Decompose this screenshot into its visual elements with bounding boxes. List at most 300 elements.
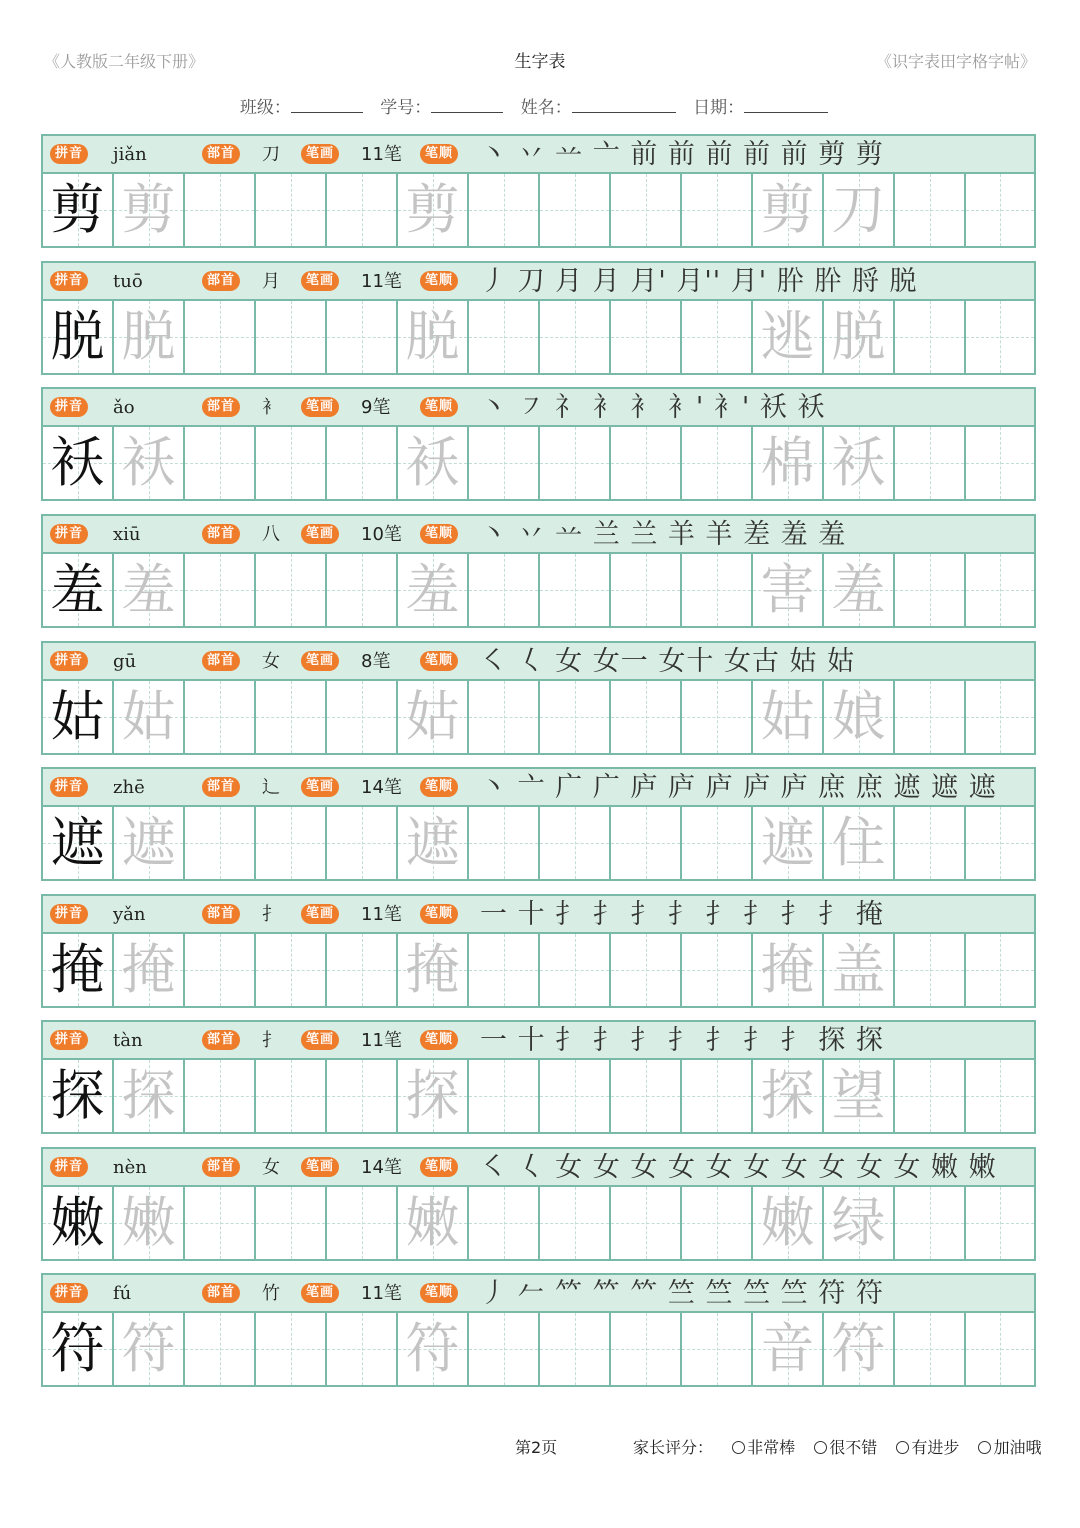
writing-cell[interactable] (540, 174, 611, 246)
radical-badge: 部首 (202, 777, 240, 797)
pinyin-value: xiū (113, 524, 141, 545)
character-block (41, 894, 1036, 1008)
writing-cell[interactable] (185, 174, 256, 246)
strokes-badge: 笔画 (301, 651, 339, 671)
writing-cell[interactable] (824, 807, 895, 879)
trace-character: 姑 (405, 685, 460, 748)
trace-character: 嫩 (405, 1191, 460, 1254)
model-character: 脱 (50, 305, 105, 368)
trace-character: 符 (121, 1317, 176, 1380)
writing-cell[interactable] (966, 301, 1034, 373)
writing-cell[interactable] (753, 934, 824, 1006)
stroke-count-value: 14笔 (361, 777, 402, 798)
writing-cell[interactable] (43, 807, 114, 879)
radical-value: 八 (262, 524, 280, 545)
writing-cell[interactable] (114, 934, 185, 1006)
writing-cell[interactable] (327, 1313, 398, 1385)
writing-cell[interactable] (753, 1060, 824, 1132)
writing-cell[interactable] (611, 301, 682, 373)
student-info-line (0, 94, 1080, 121)
radio-circle-icon (732, 1441, 745, 1454)
radical-badge: 部首 (202, 651, 240, 671)
strokes-badge: 笔画 (301, 1283, 339, 1303)
model-character: 遮 (50, 811, 105, 874)
trace-character: 探 (121, 1064, 176, 1127)
pinyin-value: jiǎn (113, 144, 147, 165)
strokes-badge: 笔画 (301, 397, 339, 417)
trace-character: 掩 (121, 938, 176, 1001)
writing-cell[interactable] (966, 174, 1034, 246)
writing-cell[interactable] (256, 807, 327, 879)
stroke-order-badge: 笔顺 (420, 651, 458, 671)
writing-cell[interactable] (611, 681, 682, 753)
pinyin-badge: 拼音 (50, 651, 88, 671)
writing-cell[interactable] (824, 1313, 895, 1385)
radical-badge: 部首 (202, 1283, 240, 1303)
eval-option-3[interactable]: 有进步 (896, 1438, 959, 1457)
writing-cell[interactable] (256, 1060, 327, 1132)
pinyin-badge: 拼音 (50, 144, 88, 164)
writing-cell[interactable] (398, 681, 469, 753)
trace-character: 掩 (405, 938, 460, 1001)
pinyin-value: tuō (113, 271, 143, 292)
pinyin-badge: 拼音 (50, 1030, 88, 1050)
stroke-order-badge: 笔顺 (420, 1157, 458, 1177)
trace-character: 遮 (760, 811, 815, 874)
book-title: 《人教版二年级下册》 (44, 52, 205, 71)
writing-cell[interactable] (682, 807, 753, 879)
model-character: 剪 (50, 178, 105, 241)
writing-cell[interactable] (398, 807, 469, 879)
writing-cell[interactable] (185, 301, 256, 373)
pinyin-value: ǎo (113, 397, 135, 418)
trace-character: 羞 (121, 558, 176, 621)
trace-character: 符 (405, 1317, 460, 1380)
writing-cell[interactable] (611, 554, 682, 626)
writing-cell[interactable] (185, 807, 256, 879)
stroke-count-value: 11笔 (361, 144, 402, 165)
trace-character: 羞 (831, 558, 886, 621)
writing-cell[interactable] (114, 1313, 185, 1385)
writing-cell[interactable] (469, 554, 540, 626)
writing-cell[interactable] (753, 807, 824, 879)
stroke-order-badge: 笔顺 (420, 524, 458, 544)
writing-cell[interactable] (611, 934, 682, 1006)
writing-cell[interactable] (682, 174, 753, 246)
pinyin-badge: 拼音 (50, 397, 88, 417)
writing-cell[interactable] (966, 554, 1034, 626)
writing-cell[interactable] (895, 807, 966, 879)
character-block (41, 387, 1036, 501)
character-block (41, 767, 1036, 881)
pinyin-value: gū (113, 651, 137, 672)
writing-cell[interactable] (966, 681, 1034, 753)
trace-character: 棉 (760, 431, 815, 494)
model-character: 探 (50, 1064, 105, 1127)
strokes-badge: 笔画 (301, 1157, 339, 1177)
writing-cell[interactable] (185, 554, 256, 626)
writing-cell[interactable] (966, 934, 1034, 1006)
writing-cell[interactable] (256, 1313, 327, 1385)
radical-badge: 部首 (202, 524, 240, 544)
writing-cell[interactable] (682, 1313, 753, 1385)
writing-cell[interactable] (398, 554, 469, 626)
radical-value: 衤 (262, 397, 280, 418)
writing-cell[interactable] (469, 427, 540, 499)
writing-cell[interactable] (753, 174, 824, 246)
stroke-order-sequence: 丶 丷 䒑 亠 前 前 前 前 前 剪 剪 (480, 139, 884, 170)
writing-cell[interactable] (753, 1313, 824, 1385)
trace-character: 剪 (760, 178, 815, 241)
writing-cell[interactable] (185, 934, 256, 1006)
stroke-order-badge: 笔顺 (420, 777, 458, 797)
character-info-bar (43, 896, 1034, 934)
writing-cell[interactable] (114, 554, 185, 626)
writing-cell[interactable] (469, 174, 540, 246)
strokes-badge: 笔画 (301, 1030, 339, 1050)
stroke-order-sequence: 一 十 扌 扌 扌 扌 扌 扌 扌 扌 掩 (480, 899, 884, 930)
stroke-count-value: 8笔 (361, 651, 391, 672)
character-info-bar (43, 643, 1034, 681)
class-label: 班级： (239, 98, 291, 118)
writing-cell[interactable] (753, 1187, 824, 1259)
writing-cell[interactable] (327, 1060, 398, 1132)
name-field[interactable] (572, 94, 676, 113)
pinyin-value: zhē (113, 777, 145, 798)
strokes-badge: 笔画 (301, 271, 339, 291)
trace-character: 探 (405, 1064, 460, 1127)
writing-cell[interactable] (43, 1313, 114, 1385)
writing-cell[interactable] (327, 1187, 398, 1259)
pinyin-value: nèn (113, 1157, 147, 1178)
writing-cell[interactable] (469, 301, 540, 373)
tianzige-grid-row (43, 174, 1034, 246)
writing-cell[interactable] (895, 554, 966, 626)
trace-character: 姑 (121, 685, 176, 748)
writing-cell[interactable] (43, 681, 114, 753)
trace-character: 袄 (121, 431, 176, 494)
writing-cell[interactable] (824, 681, 895, 753)
radio-circle-icon (978, 1441, 991, 1454)
pinyin-badge: 拼音 (50, 271, 88, 291)
eval-option-1[interactable]: 非常棒 (732, 1438, 795, 1457)
writing-cell[interactable] (540, 427, 611, 499)
writing-cell[interactable] (611, 1187, 682, 1259)
writing-cell[interactable] (611, 174, 682, 246)
writing-cell[interactable] (966, 427, 1034, 499)
stroke-order-sequence: ㇛ 𡿨 女 女一 女十 女古 姑 姑 (480, 646, 856, 677)
writing-cell[interactable] (824, 301, 895, 373)
writing-cell[interactable] (43, 1187, 114, 1259)
writing-cell[interactable] (895, 681, 966, 753)
writing-cell[interactable] (895, 301, 966, 373)
writing-cell[interactable] (824, 1060, 895, 1132)
writing-cell[interactable] (185, 427, 256, 499)
writing-cell[interactable] (682, 1060, 753, 1132)
date-label: 日期： (693, 98, 745, 118)
writing-cell[interactable] (682, 1187, 753, 1259)
writing-cell[interactable] (895, 427, 966, 499)
pinyin-badge: 拼音 (50, 1157, 88, 1177)
writing-cell[interactable] (966, 1187, 1034, 1259)
number-field[interactable] (431, 94, 503, 113)
writing-cell[interactable] (895, 174, 966, 246)
writing-cell[interactable] (114, 174, 185, 246)
writing-cell[interactable] (824, 934, 895, 1006)
writing-cell[interactable] (540, 1187, 611, 1259)
character-block (41, 514, 1036, 628)
writing-cell[interactable] (895, 934, 966, 1006)
writing-cell[interactable] (114, 1060, 185, 1132)
strokes-badge: 笔画 (301, 524, 339, 544)
radical-value: 女 (262, 651, 280, 672)
trace-character: 袄 (831, 431, 886, 494)
stroke-order-badge: 笔顺 (420, 1283, 458, 1303)
writing-cell[interactable] (43, 554, 114, 626)
radical-badge: 部首 (202, 1157, 240, 1177)
writing-cell[interactable] (824, 554, 895, 626)
writing-cell[interactable] (753, 427, 824, 499)
writing-cell[interactable] (398, 934, 469, 1006)
writing-cell[interactable] (682, 554, 753, 626)
radical-value: 刀 (262, 144, 280, 165)
eval-label: 家长评分： (633, 1438, 714, 1457)
writing-cell[interactable] (540, 934, 611, 1006)
writing-cell[interactable] (43, 1060, 114, 1132)
stroke-order-badge: 笔顺 (420, 1030, 458, 1050)
trace-character: 遮 (121, 811, 176, 874)
date-field[interactable] (744, 94, 828, 113)
writing-cell[interactable] (611, 427, 682, 499)
character-info-bar (43, 136, 1034, 174)
trace-character: 符 (831, 1317, 886, 1380)
writing-cell[interactable] (398, 1060, 469, 1132)
writing-cell[interactable] (966, 807, 1034, 879)
writing-cell[interactable] (469, 934, 540, 1006)
character-block (41, 641, 1036, 755)
writing-cell[interactable] (469, 1187, 540, 1259)
writing-cell[interactable] (469, 681, 540, 753)
stroke-count-value: 14笔 (361, 1157, 402, 1178)
writing-cell[interactable] (398, 427, 469, 499)
writing-cell[interactable] (824, 427, 895, 499)
strokes-badge: 笔画 (301, 904, 339, 924)
radio-circle-icon (814, 1441, 827, 1454)
pinyin-badge: 拼音 (50, 904, 88, 924)
radio-circle-icon (896, 1441, 909, 1454)
writing-cell[interactable] (43, 301, 114, 373)
writing-cell[interactable] (753, 554, 824, 626)
trace-character: 羞 (405, 558, 460, 621)
writing-cell[interactable] (43, 427, 114, 499)
writing-cell[interactable] (966, 1313, 1034, 1385)
writing-cell[interactable] (256, 554, 327, 626)
writing-cell[interactable] (753, 681, 824, 753)
writing-cell[interactable] (682, 427, 753, 499)
pinyin-badge: 拼音 (50, 1283, 88, 1303)
radical-badge: 部首 (202, 144, 240, 164)
writing-cell[interactable] (824, 1187, 895, 1259)
trace-character: 绿 (831, 1191, 886, 1254)
stroke-count-value: 11笔 (361, 271, 402, 292)
writing-cell[interactable] (114, 427, 185, 499)
writing-cell[interactable] (114, 301, 185, 373)
character-block (41, 1273, 1036, 1387)
writing-cell[interactable] (540, 681, 611, 753)
writing-cell[interactable] (327, 807, 398, 879)
stroke-order-sequence: 丶 丷 䒑 兰 兰 羊 羊 差 羞 羞 (480, 519, 847, 550)
character-block (41, 134, 1036, 248)
radical-value: 辶 (262, 777, 280, 798)
model-character: 掩 (50, 938, 105, 1001)
stroke-order-badge: 笔顺 (420, 397, 458, 417)
character-info-bar (43, 769, 1034, 807)
trace-character: 逃 (760, 305, 815, 368)
writing-cell[interactable] (398, 1313, 469, 1385)
writing-cell[interactable] (540, 1313, 611, 1385)
writing-cell[interactable] (256, 681, 327, 753)
radical-badge: 部首 (202, 397, 240, 417)
writing-cell[interactable] (43, 174, 114, 246)
character-info-bar (43, 1022, 1034, 1060)
trace-character: 袄 (405, 431, 460, 494)
character-info-bar (43, 516, 1034, 554)
stroke-count-value: 9笔 (361, 397, 391, 418)
character-info-bar (43, 389, 1034, 427)
writing-cell[interactable] (398, 174, 469, 246)
writing-cell[interactable] (682, 681, 753, 753)
writing-cell[interactable] (327, 427, 398, 499)
pinyin-value: fú (113, 1283, 132, 1304)
pinyin-value: yǎn (113, 904, 146, 925)
tianzige-grid-row (43, 1187, 1034, 1259)
writing-cell[interactable] (256, 301, 327, 373)
eval-option-4[interactable]: 加油哦 (978, 1438, 1041, 1457)
writing-cell[interactable] (256, 1187, 327, 1259)
writing-cell[interactable] (114, 1187, 185, 1259)
writing-cell[interactable] (469, 1060, 540, 1132)
trace-character: 盖 (831, 938, 886, 1001)
writing-cell[interactable] (895, 1060, 966, 1132)
page-number: 第2页 (515, 1438, 558, 1457)
radical-value: 女 (262, 1157, 280, 1178)
writing-cell[interactable] (256, 427, 327, 499)
writing-cell[interactable] (824, 174, 895, 246)
writing-cell[interactable] (540, 807, 611, 879)
trace-character: 害 (760, 558, 815, 621)
writing-cell[interactable] (185, 1187, 256, 1259)
writing-cell[interactable] (611, 1060, 682, 1132)
writing-cell[interactable] (43, 934, 114, 1006)
trace-character: 遮 (405, 811, 460, 874)
workbook-title: 《识字表田字格字帖》 (875, 52, 1036, 71)
trace-character: 剪 (121, 178, 176, 241)
character-block (41, 1147, 1036, 1261)
trace-character: 剪 (405, 178, 460, 241)
writing-cell[interactable] (469, 807, 540, 879)
stroke-count-value: 11笔 (361, 904, 402, 925)
radical-value: 竹 (262, 1283, 280, 1304)
stroke-order-badge: 笔顺 (420, 271, 458, 291)
writing-cell[interactable] (682, 301, 753, 373)
writing-cell[interactable] (256, 934, 327, 1006)
radical-value: 扌 (262, 1030, 280, 1051)
writing-cell[interactable] (398, 301, 469, 373)
model-character: 袄 (50, 431, 105, 494)
writing-cell[interactable] (185, 681, 256, 753)
writing-cell[interactable] (682, 934, 753, 1006)
writing-cell[interactable] (540, 554, 611, 626)
writing-cell[interactable] (114, 807, 185, 879)
stroke-order-sequence: 丿 𠂉 𥫗 𥫗 𥫗 竺 竺 竺 竺 符 符 (480, 1278, 884, 1309)
writing-cell[interactable] (185, 1060, 256, 1132)
writing-cell[interactable] (398, 1187, 469, 1259)
stroke-count-value: 11笔 (361, 1283, 402, 1304)
writing-cell[interactable] (327, 934, 398, 1006)
character-info-bar (43, 1275, 1034, 1313)
trace-character: 脱 (831, 305, 886, 368)
trace-character: 姑 (760, 685, 815, 748)
class-field[interactable] (291, 94, 363, 113)
trace-character: 刀 (831, 178, 886, 241)
trace-character: 音 (760, 1317, 815, 1380)
page-title: 生字表 (514, 52, 566, 72)
stroke-order-sequence: ㇛ 𡿨 女 女 女 女 女 女 女 女 女 女 嫩 嫩 (480, 1152, 997, 1183)
writing-cell[interactable] (327, 174, 398, 246)
writing-cell[interactable] (540, 301, 611, 373)
trace-character: 望 (831, 1064, 886, 1127)
strokes-badge: 笔画 (301, 777, 339, 797)
pinyin-badge: 拼音 (50, 524, 88, 544)
stroke-order-badge: 笔顺 (420, 144, 458, 164)
tianzige-grid-row (43, 1060, 1034, 1132)
character-block (41, 1020, 1036, 1134)
tianzige-grid-row (43, 427, 1034, 499)
writing-cell[interactable] (327, 301, 398, 373)
model-character: 羞 (50, 558, 105, 621)
writing-cell[interactable] (185, 1313, 256, 1385)
tianzige-grid-row (43, 1313, 1034, 1385)
name-label: 姓名： (520, 98, 572, 118)
writing-cell[interactable] (327, 554, 398, 626)
eval-option-2[interactable]: 很不错 (814, 1438, 877, 1457)
stroke-order-sequence: 丿 刀 月 月 月' 月'' 月' 肸 肸 脟 脱 (480, 266, 918, 297)
tianzige-grid-row (43, 934, 1034, 1006)
writing-cell[interactable] (611, 1313, 682, 1385)
model-character: 符 (50, 1317, 105, 1380)
number-label: 学号： (380, 98, 432, 118)
writing-cell[interactable] (611, 807, 682, 879)
character-info-bar (43, 1149, 1034, 1187)
character-block (41, 261, 1036, 375)
writing-cell[interactable] (895, 1187, 966, 1259)
writing-cell[interactable] (540, 1060, 611, 1132)
trace-character: 探 (760, 1064, 815, 1127)
writing-cell[interactable] (895, 1313, 966, 1385)
trace-character: 脱 (121, 305, 176, 368)
tianzige-grid-row (43, 807, 1034, 879)
writing-cell[interactable] (256, 174, 327, 246)
character-info-bar (43, 263, 1034, 301)
writing-cell[interactable] (327, 681, 398, 753)
pinyin-badge: 拼音 (50, 777, 88, 797)
writing-cell[interactable] (966, 1060, 1034, 1132)
tianzige-grid-row (43, 301, 1034, 373)
trace-character: 脱 (405, 305, 460, 368)
writing-cell[interactable] (469, 1313, 540, 1385)
writing-cell[interactable] (114, 681, 185, 753)
writing-cell[interactable] (753, 301, 824, 373)
